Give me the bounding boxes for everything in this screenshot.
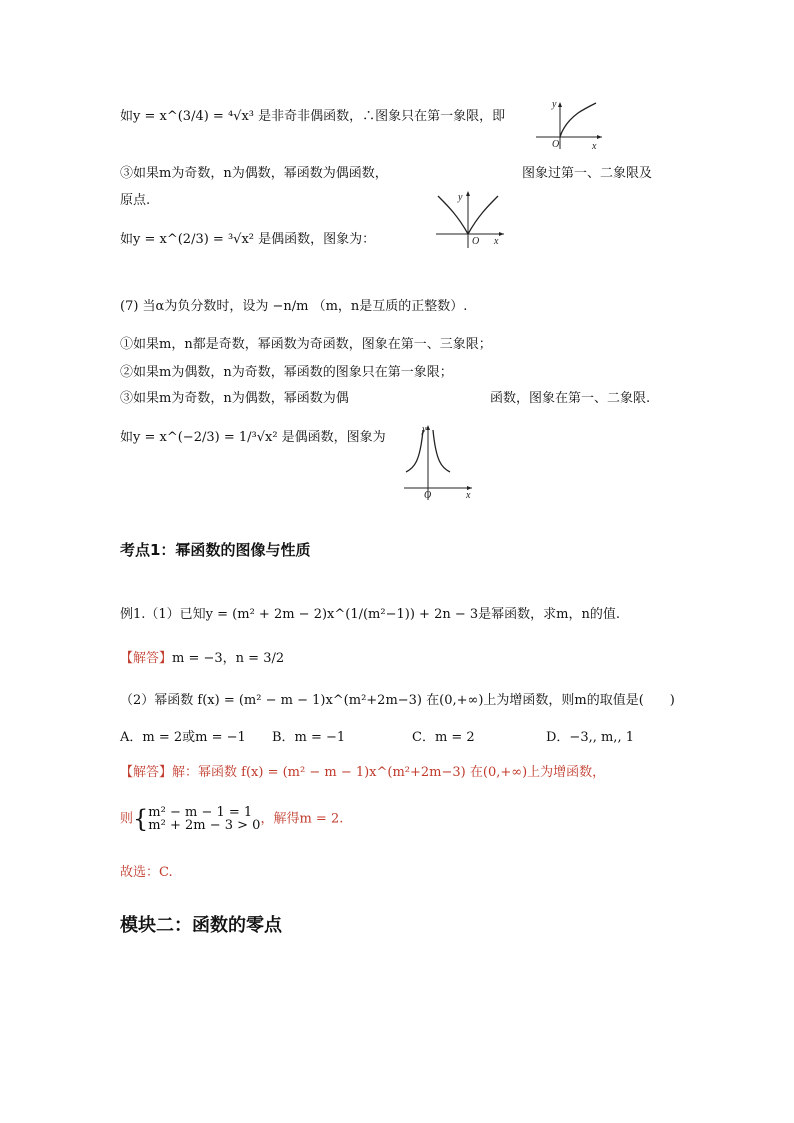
system-suffix: ，解得m = 2. <box>260 811 344 827</box>
graph-x-three-quarters <box>530 97 610 153</box>
example1-answer2 <box>120 764 605 782</box>
y-label: y <box>458 192 463 203</box>
line-negative-fraction: (7) 当α为负分数时，设为 −n/m （m，n是互质的正整数）. <box>120 299 468 314</box>
answer2-system <box>120 806 343 832</box>
module-title-zeros: 模块二：函数的零点 <box>120 915 282 936</box>
y-label: y <box>552 99 557 110</box>
line-case3-odd-even-b: 图象过第一、二象限及 <box>522 166 653 181</box>
line-case3-neg-b: 函数，图象在第一、二象限. <box>490 391 651 406</box>
y-axis-arrow <box>426 425 430 430</box>
system-eq2: m² + 2m − 3 > 0 <box>148 818 261 833</box>
answer1-text: m = −3，n = 3/2 <box>172 651 285 666</box>
x-axis-arrow <box>597 135 602 139</box>
x-label: x <box>592 141 597 152</box>
line-case2-even-odd: ②如果m为偶数，n为奇数，幂函数的图象只在第一象限； <box>120 365 453 380</box>
line-origin: 原点. <box>120 193 151 208</box>
answer2-text: 解：幂函数 f(x) = (m² − m − 1)x^(m²+2m−3) 在(0,+∞)上为增函数， <box>172 765 606 780</box>
option-b: B．m = −1 <box>272 730 346 745</box>
option-c: C．m = 2 <box>412 730 475 745</box>
origin-label: O <box>472 236 480 247</box>
line-example-x-2-3: 如y = x^(2/3) = ³√x² 是偶函数，图象为： <box>120 232 376 247</box>
example1-answer1 <box>120 650 284 668</box>
origin-label: O <box>424 490 432 501</box>
x-axis-arrow <box>499 232 504 236</box>
line-example-x-neg-2-3: 如y = x^(−2/3) = 1/³√x² 是偶函数，图象为 <box>120 430 386 445</box>
curve-right <box>433 430 450 472</box>
graph-x-neg-two-thirds <box>402 422 478 504</box>
line-case3-neg-a: ③如果m为奇数，n为偶数，幂函数为偶 <box>120 391 349 406</box>
example1-question1: 例1.（1）已知y = (m² + 2m − 2)x^(1/(m²−1)) + 2n − 3是幂函数，求m，n的值. <box>120 607 620 622</box>
line-case3-odd-even-a: ③如果m为奇数，n为偶数，幂函数为偶函数， <box>120 166 388 181</box>
section-title-power-function: 考点1：幂函数的图像与性质 <box>120 541 311 559</box>
example1-question2: （2）幂函数 f(x) = (m² − m − 1)x^(m²+2m−3) 在(0,+∞)上为增函数，则m的取值是( ) <box>120 693 675 708</box>
curve-left <box>438 196 468 234</box>
curve-left <box>406 430 423 472</box>
curve-right <box>468 196 498 234</box>
line-case1-both-odd: ①如果m，n都是奇数，幂函数为奇函数，图象在第一、三象限； <box>120 337 492 352</box>
y-axis-arrow <box>558 102 562 107</box>
answer-tag: 【解答】 <box>120 765 173 780</box>
answer2-final: 故选：C. <box>120 865 173 880</box>
curve <box>560 103 596 137</box>
x-label: x <box>466 490 471 501</box>
system-eq1: m² − m − 1 = 1 <box>148 805 253 820</box>
system-brace: { <box>133 805 149 833</box>
answer-tag: 【解答】 <box>120 651 173 666</box>
system-equations <box>148 806 260 832</box>
y-label: y <box>422 424 427 435</box>
origin-label: O <box>552 139 560 150</box>
y-axis-arrow <box>466 191 470 196</box>
x-label: x <box>494 236 499 247</box>
option-a: A．m = 2或m = −1 <box>120 730 246 745</box>
graph-x-two-thirds <box>432 188 512 252</box>
line-example-x-3-4: 如y = x^(3/4) = ⁴√x³ 是非奇非偶函数，∴图象只在第一象限，即 <box>120 109 506 124</box>
system-prefix: 则 <box>120 811 134 827</box>
option-d: D．−3,, m,, 1 <box>546 730 634 745</box>
